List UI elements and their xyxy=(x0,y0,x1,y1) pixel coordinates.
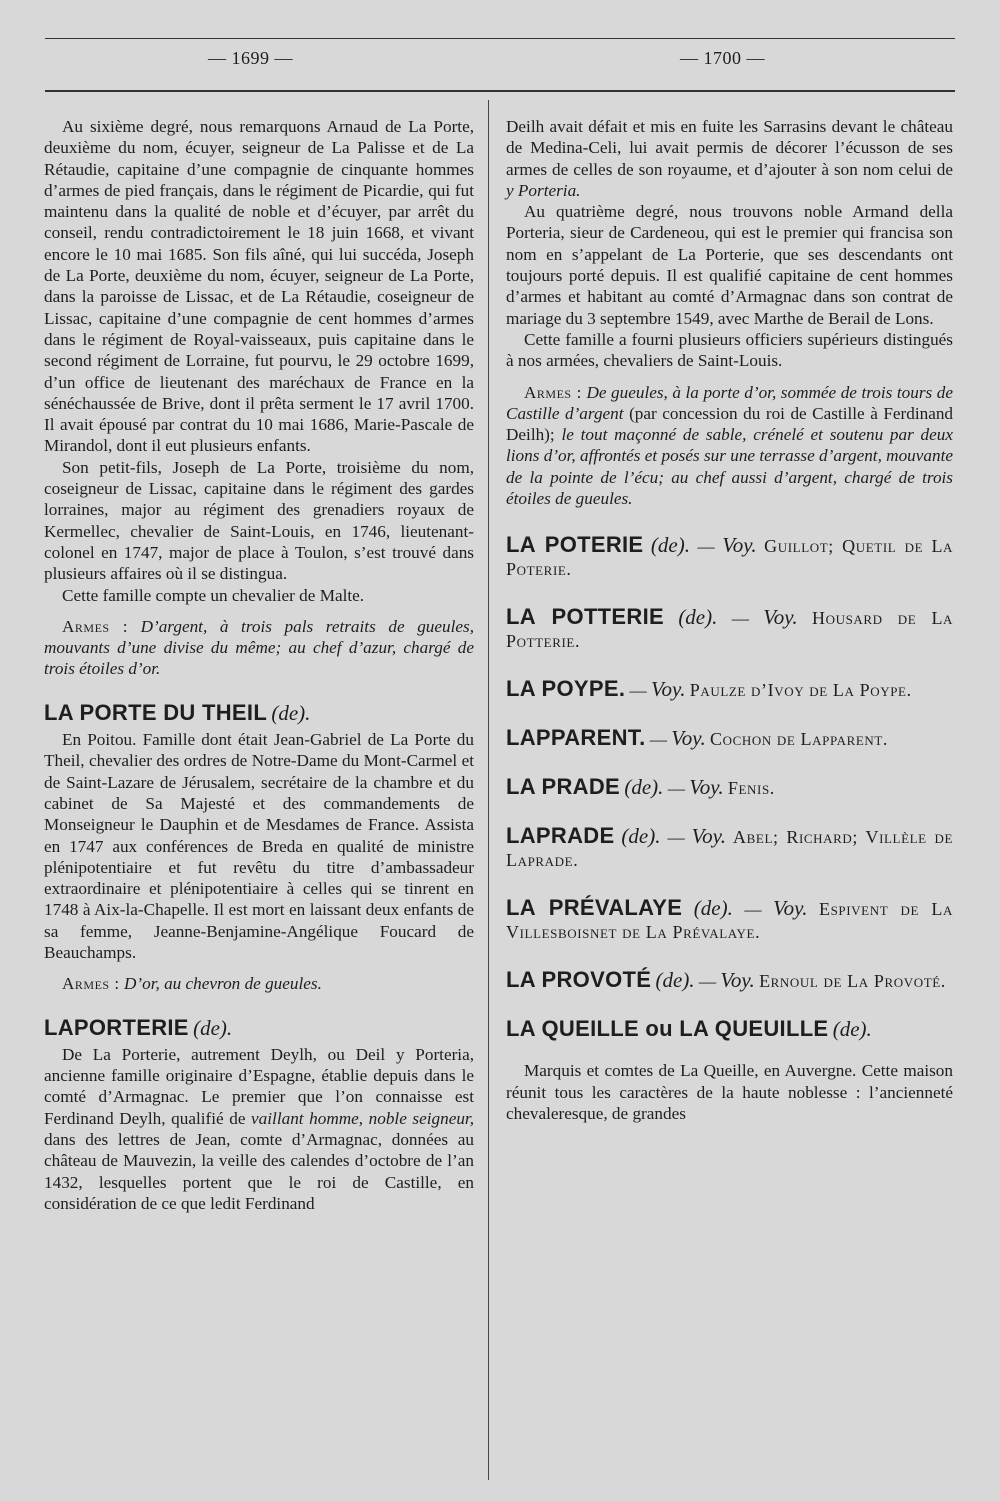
voy-label: Voy. xyxy=(763,605,798,630)
entry-name: LA PRÉVALAYE xyxy=(506,895,683,921)
voy-label: Voy. xyxy=(773,896,808,921)
entry-particle: (de). xyxy=(678,605,718,630)
entry-name: LA POYPE. xyxy=(506,676,626,702)
entry-la-prade xyxy=(506,775,953,800)
entry-la-prevalaye xyxy=(506,896,953,944)
cross-reference: Guillot; Quetil de La Poterie. xyxy=(506,536,954,580)
column-divider xyxy=(488,100,489,1480)
text-run: De La Porterie, autrement Deylh, ou Deil y Porteria, ancienne famille originaire d’Espagne, établie depuis dans le comté d’Armagnac. Le premier que l’on connaisse est Ferdinand Deylh, qualifié de xyxy=(44,1044,474,1128)
entry-particle: (de). xyxy=(832,1017,872,1042)
paragraph: Cette famille compte un chevalier de Malte. xyxy=(62,585,365,605)
paragraph: Cette famille a fourni plusieurs officiers supérieurs distingués à nos armées, chevaliers de Saint-Louis. xyxy=(506,329,953,371)
entry-name: LAPRADE xyxy=(506,823,615,849)
dash: — xyxy=(667,779,685,799)
left-column xyxy=(44,116,474,1214)
dash: — xyxy=(667,828,685,848)
paragraph: Au sixième degré, nous remarquons Arnaud de La Porte, deuxième du nom, écuyer, seigneur de La Palisse et de La Rétaudie, capitaine d’une compagnie de cinquante hommes d’armes de pied français, dans le régiment de Picardie, qui fut maintenu dans la qualité de noble et d’écuyer, par arrêt du conseil, rendu contradictoirement le 18 juin 1668, et vivant encore le 10 mai 1685. Son fils aîné, qui lui succéda, Joseph de La Porte, deuxième du nom, écuyer, seigneur de La Porte, dans la paroisse de Lissac, et de La Rétaudie, coseigneur de Lissac, capitaine d’une compagnie de cent hommes d’armes dans le régiment de Royal-vaisseaux, puis capitaine dans le second régiment de Lorraine, fut pourvu, le 29 octobre 1699, d’un office de lieutenant des maréchaux de France en la sénéchaussée de Brive, dont il prêta serment le 17 avril 1700. Il avait épousé par contrat du 10 mai 1686, Marie-Pascale de Mirandol, dont il eut plusieurs enfants. xyxy=(44,117,474,456)
cross-reference: Fenis. xyxy=(727,778,775,799)
entry-name: LA PROVOTÉ xyxy=(506,967,652,993)
entry-particle: (de). xyxy=(693,896,733,921)
entry-particle: (de). xyxy=(624,775,664,800)
cross-reference: Cochon de Lapparent. xyxy=(710,729,889,750)
header-rule-top xyxy=(45,38,955,39)
cross-reference: Abel; Richard; Villèle de Laprade. xyxy=(506,827,954,871)
entry-la-poype xyxy=(506,677,953,702)
cross-reference: Ernoul de La Provoté. xyxy=(759,971,946,992)
paragraph: Son petit-fils, Joseph de La Porte, troisième du nom, coseigneur de Lissac, capitaine dans le régiment des gardes lorraines, major au régiment des grenadiers royaux de Kermellec, chevalier de Saint-Louis, en 1746, lieutenant-colonel en 1747, major de place à Toulon, s’est trouvé dans plusieurs affaires où il se distingua. xyxy=(44,457,474,584)
entry-particle: (de). xyxy=(655,968,695,993)
armes-text: (par concession du roi de Castille à Ferdinand Deilh); xyxy=(506,403,954,445)
entry-heading xyxy=(44,1014,474,1040)
dash: — xyxy=(731,609,749,629)
paragraph xyxy=(506,116,953,201)
armes-text: De gueules, à la porte d’or, sommée de trois tours de Castille d’argent xyxy=(506,382,954,423)
entry-name: LA QUEILLE ou LA QUEUILLE xyxy=(506,1016,829,1042)
entry-la-poterie xyxy=(506,533,953,581)
text-run: Deilh avait défait et mis en fuite les Sarrasins devant le château de Medina-Celi, lui avait permis de décorer l’écusson de ses armes de celles de son royaume, et d’ajouter à son nom celui de xyxy=(506,117,953,179)
paragraph: Au quatrième degré, nous trouvons noble Armand della Porteria, sieur de Cardeneou, qui est le premier qui francisa son nom en s’appelant de La Porterie, que ses descendants ont toujours porté depuis. Il est qualifié capitaine de cent hommes d’armes et habitant au comté d’Armagnac dans son contrat de mariage du 3 septembre 1549, avec Marthe de Berail de Lons. xyxy=(506,202,953,328)
entry-la-potterie xyxy=(506,605,953,653)
armes-label: Armes : xyxy=(524,382,582,402)
entry-name: LA POTTERIE xyxy=(506,604,664,630)
armes-label: Armes : xyxy=(62,616,128,636)
dash: — xyxy=(629,681,647,701)
armes-text: D’or, au chevron de gueules. xyxy=(123,974,322,994)
armes-blazon xyxy=(44,616,474,680)
paragraph: Marquis et comtes de La Queille, en Auvergne. Cette maison réunit tous les caractères de la haute noblesse : l’ancienneté chevaleresque, de grandes xyxy=(506,1061,953,1123)
entry-particle: (de). xyxy=(650,533,690,558)
cross-reference: Housard de La Potterie. xyxy=(506,608,954,652)
paragraph: En Poitou. Famille dont était Jean-Gabriel de La Porte du Theil, chevalier des ordres de Notre-Dame du Mont-Carmel et de Saint-Lazare de Jérusalem, secrétaire de la chambre et du cabinet de Sa Majesté et des commandements de Monseigneur le Dauphin et de Mesdames de France. Assista en 1747 aux conférences de Breda en qualité de ministre plénipotentiaire et fut revêtu du titre d’ambassadeur extraordinaire et plénipotentiaire à celles qui se tinrent en 1748 à Aix-la-Chapelle. Il est mort en laissant deux enfants de sa femme, Jeanne-Benjamine-Angélique Foucard de Beauchamps. xyxy=(44,730,474,962)
entry-name: LA PORTE DU THEIL xyxy=(44,699,268,725)
entry-particle: (de). xyxy=(271,700,311,725)
voy-label: Voy. xyxy=(722,533,757,558)
armes-text: le tout maçonné de sable, crénelé et soutenu par deux lions d’or, affrontés et posés sur une terrasse d’argent, mouvante de la pointe de l’écu; au chef aussi d’argent, chargé de trois étoiles de gueules. xyxy=(506,425,953,509)
entry-name: LA POTERIE xyxy=(506,532,644,558)
text-run-italic: y Porteria. xyxy=(506,180,581,200)
voy-label: Voy. xyxy=(720,968,755,993)
right-column xyxy=(506,116,953,1124)
text-run-italic: vaillant homme, noble seigneur, xyxy=(251,1108,475,1128)
armes-label: Armes : xyxy=(62,974,120,994)
entry-name: LA PRADE xyxy=(506,774,621,800)
voy-label: Voy. xyxy=(651,677,686,702)
text-run: dans des lettres de Jean, comte d’Armagnac, données au château de Mauvezin, la veille des calendes d’octobre de l’an 1432, lesquelles portent que le roi de Castille, en considération de ce que ledit Ferdinand xyxy=(44,1130,474,1213)
entry-laprade xyxy=(506,824,953,872)
armes-text: D’argent, à trois pals retraits de gueules, mouvants d’une divise du même; au chef d’azur, chargé de trois étoiles d’or. xyxy=(44,616,474,679)
paragraph xyxy=(44,1044,474,1214)
entry-la-queille xyxy=(506,1017,953,1042)
voy-label: Voy. xyxy=(691,824,727,849)
entry-particle: (de). xyxy=(621,824,661,849)
armes-blazon xyxy=(506,382,953,510)
entry-heading xyxy=(44,699,474,725)
page-number-right: — 1700 — xyxy=(680,48,765,68)
cross-reference: Paulze d’Ivoy de La Poype. xyxy=(689,680,912,701)
cross-reference: Espivent de La Villesboisnet de La Prévalaye. xyxy=(506,899,953,943)
voy-label: Voy. xyxy=(671,726,706,751)
armes-blazon xyxy=(44,973,474,994)
entry-name: LAPORTERIE xyxy=(44,1014,189,1040)
entry-particle: (de). xyxy=(193,1015,233,1040)
dash: — xyxy=(744,900,762,920)
entry-la-provote xyxy=(506,968,953,993)
voy-label: Voy. xyxy=(689,775,724,800)
dash: — xyxy=(697,537,715,557)
page-number-left: — 1699 — xyxy=(208,48,293,68)
dash: — xyxy=(698,972,717,992)
header-rule-bottom xyxy=(45,90,955,92)
entry-name: LAPPARENT. xyxy=(506,725,646,751)
entry-lapparent xyxy=(506,726,953,751)
dash: — xyxy=(649,730,667,750)
